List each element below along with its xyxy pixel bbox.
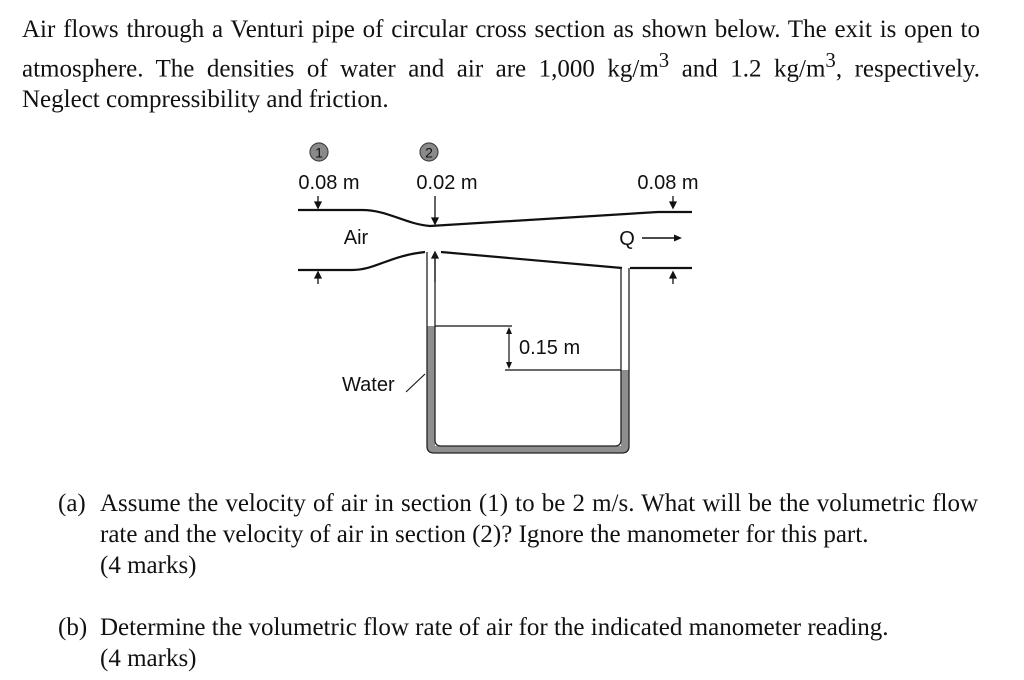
question-b <box>58 612 978 674</box>
manometer-left-water <box>427 326 435 446</box>
air-label: Air <box>343 227 369 249</box>
section-2-marker <box>420 143 438 161</box>
question-a-text: Assume the velocity of air in section (1) to be 2 m/s. What will be the volumetric flow rate and the velocity of air in section (2)? Ignore the manometer for this part. <box>100 490 978 548</box>
question-b-text: Determine the volumetric flow rate of air for the indicated manometer reading. <box>100 614 889 641</box>
superscript-2: 3 <box>825 48 836 72</box>
venturi-lower-wall <box>298 252 425 270</box>
question-a-marks: (4 marks) <box>100 552 197 579</box>
manometer-reading-label: 0.15 m <box>519 337 581 359</box>
section-1-marker <box>310 143 328 161</box>
section-2-number: 2 <box>425 144 433 161</box>
diameter-1-label: 0.08 m <box>298 172 360 194</box>
flow-arrow <box>642 235 682 242</box>
venturi-upper-wall <box>298 210 692 226</box>
reading-dimension <box>506 327 512 369</box>
manometer-right-water <box>621 370 629 446</box>
superscript-1: 3 <box>658 48 670 72</box>
question-a <box>58 488 978 581</box>
venturi-lower-wall-diffuser <box>441 252 622 268</box>
question-a-label: (a) <box>58 490 86 517</box>
diameter-2-label: 0.02 m <box>416 172 478 194</box>
intro-and: and 1.2 kg/m <box>669 55 826 83</box>
question-b-label: (b) <box>58 614 88 641</box>
question-b-body <box>100 612 978 674</box>
water-leader-line <box>406 374 425 392</box>
intro-text-2: , respectively. Neglect compressibility and friction. <box>22 55 980 114</box>
water-label: Water <box>342 374 395 396</box>
intro-text-1: Air flows through a Venturi pipe of circular cross section as shown below. The exit is open to atmosphere. The densities of water and air are 1,000 kg/m <box>22 16 980 83</box>
section-1-number: 1 <box>315 144 323 161</box>
question-b-marks: (4 marks) <box>100 645 197 672</box>
diameter-exit-label: 0.08 m <box>637 172 699 194</box>
question-a-body <box>100 488 978 581</box>
flow-label: Q <box>619 228 635 250</box>
